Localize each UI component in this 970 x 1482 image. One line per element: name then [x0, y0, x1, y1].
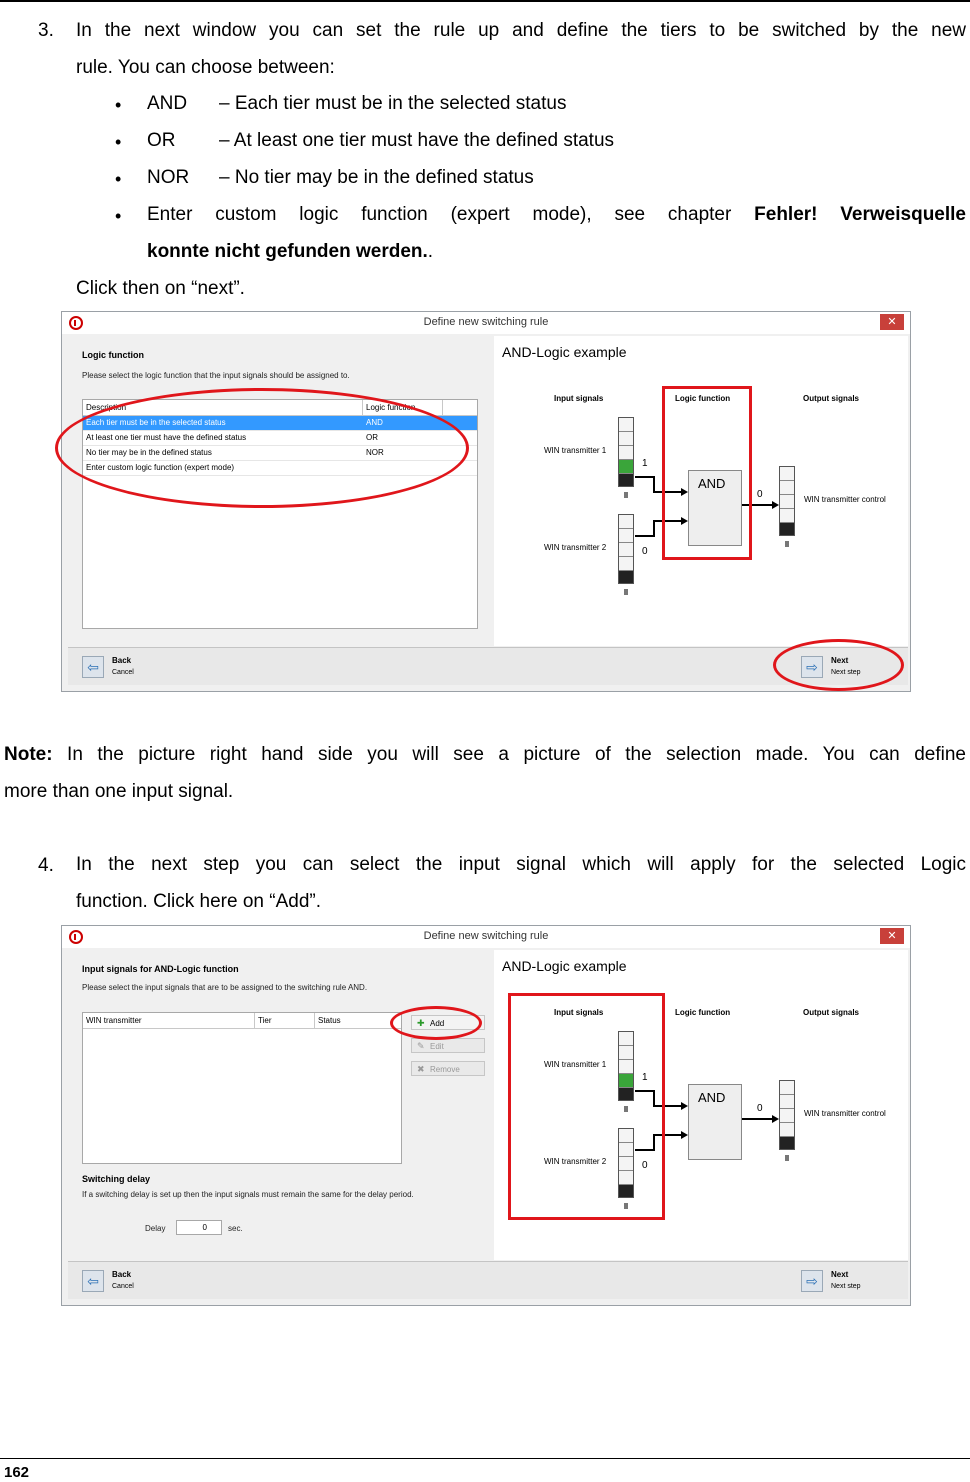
- back-arrow-icon[interactable]: ⇦: [82, 656, 104, 678]
- bullet-dot: •: [115, 95, 122, 115]
- delay-input[interactable]: 0: [176, 1220, 222, 1235]
- delay-label: Delay: [145, 1224, 166, 1233]
- diagram-title: AND-Logic example: [502, 344, 627, 360]
- footer-rule: [0, 1458, 970, 1459]
- column-header[interactable]: Status: [318, 1016, 341, 1025]
- step3-line1: In the next window you can set the rule up and define the tiers to be switched by the new: [76, 20, 966, 41]
- note-text: In the picture right hand side you will see a picture of the selection made. You can define: [67, 744, 967, 765]
- bit-input1: 1: [642, 458, 648, 469]
- input-signals-header: Input signals: [554, 1008, 604, 1017]
- delay-description: If a switching delay is set up then the input signals must remain the same for the delay period.: [82, 1190, 414, 1199]
- logic-function-header: Logic function: [675, 394, 731, 403]
- wire: [653, 520, 655, 537]
- signal-tower-icon: [779, 1080, 795, 1150]
- window-title: Define new switching rule: [423, 316, 549, 328]
- table-header: [83, 1013, 401, 1029]
- input-signals-table: [82, 1012, 402, 1164]
- bullet-desc-and: – Each tier must be in the selected status: [219, 93, 567, 114]
- and-gate: AND: [688, 1084, 742, 1160]
- bit-input1: 1: [642, 1072, 648, 1083]
- input-signals-header: Input signals: [554, 394, 604, 403]
- next-arrow-icon[interactable]: ⇨: [801, 656, 823, 678]
- step4-line1: In the next step you can select the input signal which will apply for the selected Logic: [76, 854, 966, 875]
- cancel-link[interactable]: Cancel: [112, 1283, 134, 1290]
- diagram-panel: [494, 336, 908, 646]
- step3-click: Click then on “next”.: [76, 278, 245, 299]
- bit-output: 0: [757, 1103, 763, 1114]
- bullet4-bold-ref: Fehler! Verweisquelle: [754, 204, 966, 225]
- bullet-dot: •: [115, 206, 122, 226]
- plus-icon: ✚: [417, 1018, 425, 1028]
- highlight-ellipse: [390, 1006, 482, 1040]
- wire: [653, 476, 655, 492]
- delay-heading: Switching delay: [82, 1174, 151, 1184]
- window-title: Define new switching rule: [423, 930, 549, 942]
- input1-label: WIN transmitter 1: [544, 446, 607, 455]
- arrow-icon: [772, 501, 779, 509]
- and-gate: AND: [688, 470, 742, 546]
- add-label: Add: [430, 1019, 445, 1028]
- highlight-ellipse: [55, 388, 469, 508]
- wire: [635, 535, 655, 537]
- next-step-link[interactable]: Next step: [831, 1283, 861, 1290]
- note-line1: [4, 736, 966, 773]
- panel-subtitle: Please select the input signals that are to be assigned to the switching rule AND.: [82, 983, 368, 992]
- cancel-link[interactable]: Cancel: [112, 669, 134, 676]
- bit-input2: 0: [642, 1160, 648, 1171]
- bullet4-text: Enter custom logic function (expert mode), see chapter: [147, 204, 732, 225]
- step4-line2: function. Click here on “Add”.: [76, 891, 322, 912]
- cell-description: At least one tier must have the defined status: [86, 433, 247, 442]
- input1-label: WIN transmitter 1: [544, 1060, 607, 1069]
- cell-description: Each tier must be in the selected status: [86, 418, 226, 427]
- next-arrow-icon[interactable]: ⇨: [801, 1270, 823, 1292]
- back-arrow-icon[interactable]: ⇦: [82, 1270, 104, 1292]
- signal-tower-icon: [618, 514, 634, 584]
- tower-pole: [785, 541, 789, 547]
- cell-function: OR: [366, 433, 378, 442]
- cell-function: NOR: [366, 448, 384, 457]
- input-signals-window: [61, 925, 911, 1306]
- bit-output: 0: [757, 489, 763, 500]
- edit-label: Edit: [430, 1042, 444, 1051]
- bullet-dot: •: [115, 132, 122, 152]
- arrow-icon: [681, 1131, 688, 1139]
- next-step-link[interactable]: Next step: [831, 669, 861, 676]
- highlight-rect: [662, 386, 752, 560]
- cell-description: No tier may be in the defined status: [86, 448, 212, 457]
- close-icon[interactable]: ✕: [880, 928, 904, 944]
- signal-tower-icon: [779, 466, 795, 536]
- column-header[interactable]: Logic function: [363, 400, 443, 415]
- step-number: 3.: [38, 20, 54, 41]
- diagram-title: AND-Logic example: [502, 958, 627, 974]
- next-button[interactable]: Next: [831, 656, 849, 665]
- wire: [742, 1118, 772, 1120]
- bullet-key-and: AND: [147, 93, 188, 114]
- wizard-footer: [68, 1261, 908, 1299]
- remove-button[interactable]: [411, 1061, 485, 1076]
- diagram-panel: [494, 950, 908, 1260]
- bullet-desc-or: – At least one tier must have the defined status: [219, 130, 615, 151]
- highlight-ellipse: [773, 639, 904, 691]
- page-number: 162: [4, 1464, 30, 1481]
- bullet4-tail: .: [427, 241, 434, 262]
- input2-label: WIN transmitter 2: [544, 1157, 607, 1166]
- output-signals-header: Output signals: [803, 394, 859, 403]
- back-button[interactable]: Back: [112, 656, 132, 665]
- column-header[interactable]: WIN transmitter: [83, 1013, 255, 1028]
- next-button[interactable]: Next: [831, 1270, 849, 1279]
- output-label: WIN transmitter control: [804, 495, 886, 504]
- panel-heading: Logic function: [82, 350, 144, 360]
- note-label: Note:: [4, 744, 53, 765]
- logic-function-window: [61, 311, 911, 692]
- panel-subtitle: Please select the logic function that the input signals should be assigned to.: [82, 371, 350, 380]
- arrow-icon: [772, 1115, 779, 1123]
- wire: [635, 476, 655, 478]
- window-titlebar: [62, 926, 910, 948]
- window-titlebar: [62, 312, 910, 334]
- column-header[interactable]: Tier: [255, 1013, 315, 1028]
- signal-tower-icon: [618, 417, 634, 487]
- bit-input2: 0: [642, 546, 648, 557]
- step-number: 4.: [38, 855, 54, 876]
- remove-icon: ✖: [417, 1064, 425, 1074]
- bullet4-line2: [147, 233, 433, 270]
- close-icon[interactable]: ✕: [880, 314, 904, 330]
- arrow-icon: [681, 1102, 688, 1110]
- column-header[interactable]: Description: [83, 400, 363, 415]
- bullet-dot: •: [115, 169, 122, 189]
- step3-line2: rule. You can choose between:: [76, 57, 335, 78]
- panel-heading: Input signals for AND-Logic function: [82, 964, 239, 974]
- remove-label: Remove: [430, 1065, 460, 1074]
- back-button[interactable]: Back: [112, 1270, 132, 1279]
- tower-pole: [624, 589, 628, 595]
- pencil-icon: ✎: [417, 1041, 425, 1051]
- left-panel: [68, 950, 494, 1260]
- output-signals-header: Output signals: [803, 1008, 859, 1017]
- cell-description: Enter custom logic function (expert mode): [86, 463, 235, 472]
- input2-label: WIN transmitter 2: [544, 543, 607, 552]
- tower-pole: [785, 1155, 789, 1161]
- highlight-rect: [508, 993, 665, 1220]
- bullet4-bold-ref2: konnte nicht gefunden werden.: [147, 241, 428, 262]
- edit-button[interactable]: [411, 1038, 485, 1053]
- header-rule: [0, 0, 970, 2]
- bullet4-line1: [147, 196, 966, 233]
- bullet-key-or: OR: [147, 130, 176, 151]
- cell-function: AND: [366, 418, 383, 427]
- bullet-key-nor: NOR: [147, 167, 190, 188]
- bullet-desc-nor: – No tier may be in the defined status: [219, 167, 534, 188]
- note-line2: more than one input signal.: [4, 781, 234, 802]
- delay-unit: sec.: [228, 1224, 243, 1233]
- output-label: WIN transmitter control: [804, 1109, 886, 1118]
- logic-function-header: Logic function: [675, 1008, 731, 1017]
- tower-pole: [624, 492, 628, 498]
